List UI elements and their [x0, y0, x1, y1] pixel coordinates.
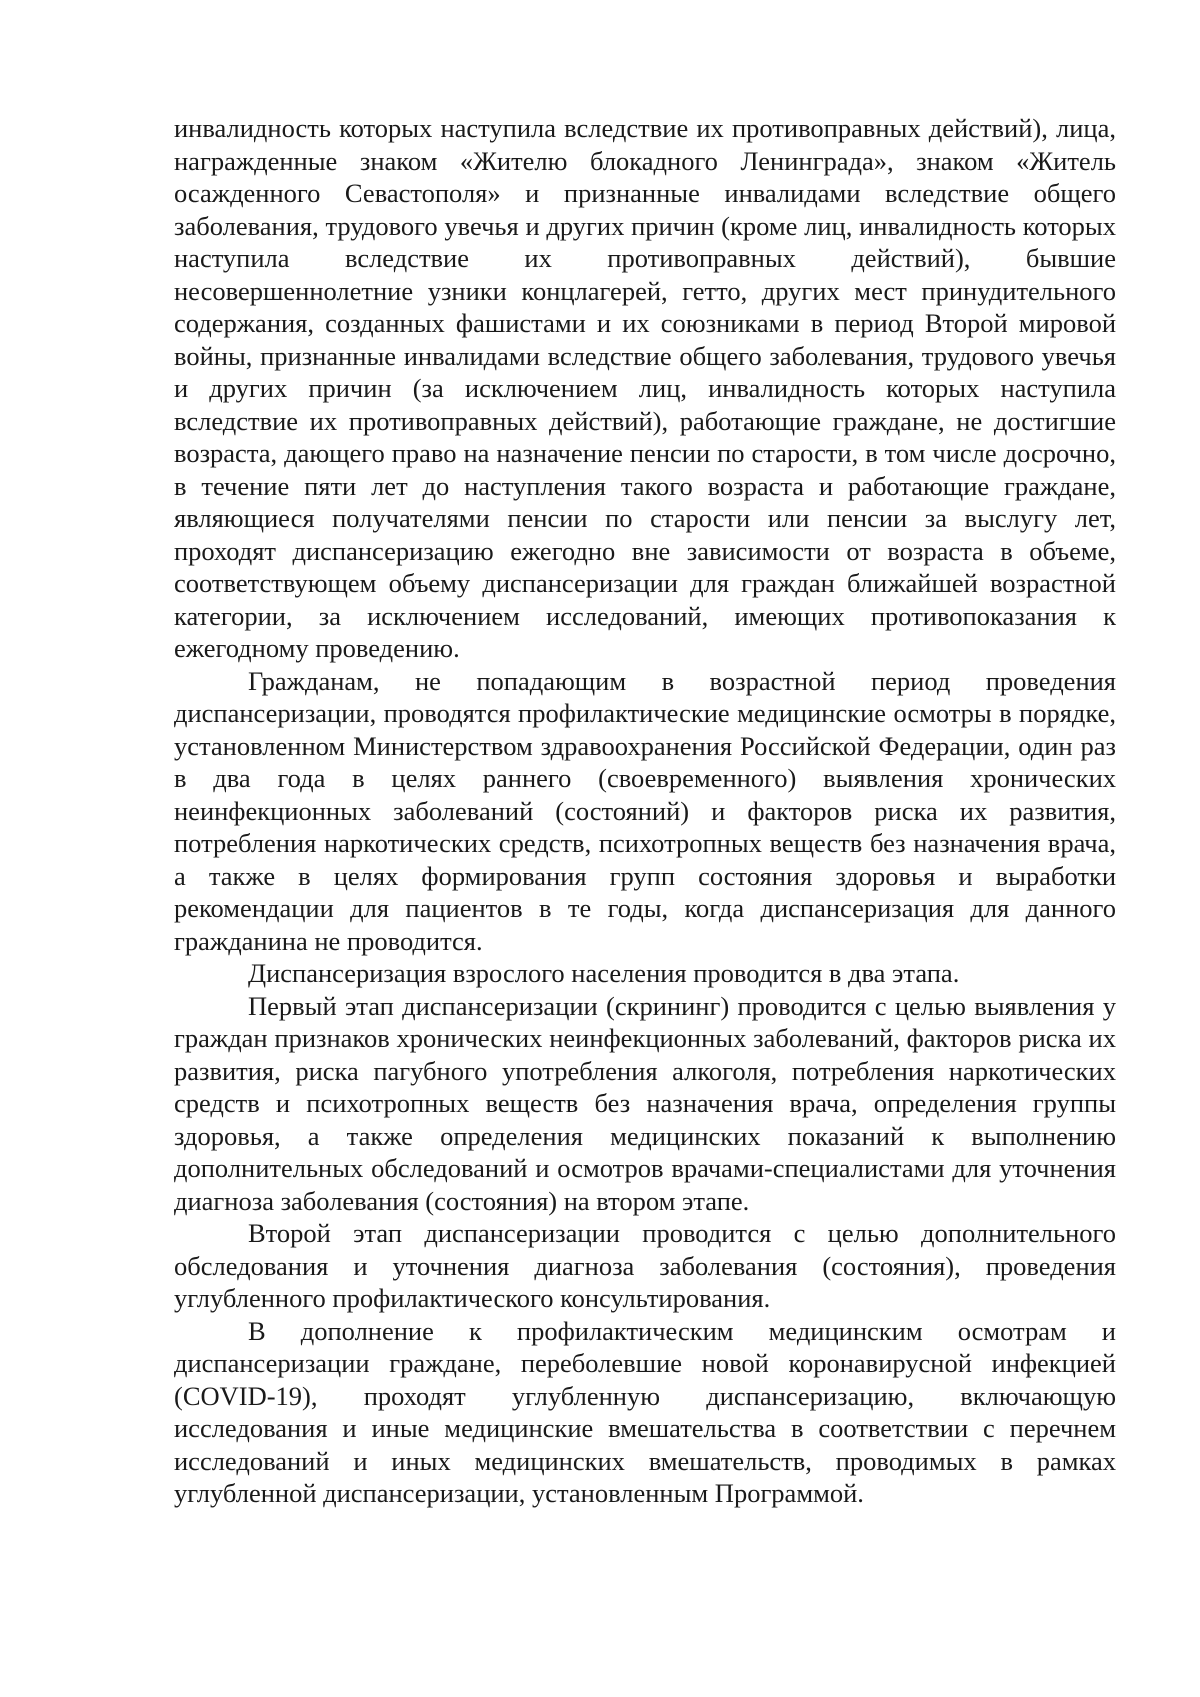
paragraph-covid-dispensary: В дополнение к профилактическим медицинским осмотрам и диспансеризации граждане, переболевшие новой коронавирусной инфекцией (COVID-19), проходят углубленную диспансеризацию, включающую исследования и иные медицинские вмешательства в соответствии с перечнем исследований и иных медицинских вмешательств, проводимых в рамках углубленной диспансеризации, установленным Программой.: [174, 1315, 1116, 1508]
paragraph-preventive-exams: Гражданам, не попадающим в возрастной период проведения диспансеризации, проводятся профилактические медицинские осмотры в порядке, установленном Министерством здравоохранения Российской Федерации, один раз в два года в целях раннего (своевременного) выявления хронических неинфекционных заболеваний (состояний) и факторов риска их развития, потребления наркотических средств, психотропных веществ без назначения врача, а также в целях формирования групп состояния здоровья и выработки рекомендации для пациентов в те годы, когда диспансеризация для данного гражданина не проводится.: [174, 665, 1116, 956]
paragraph-second-stage: Второй этап диспансеризации проводится с целью дополнительного обследования и уточнения диагноза заболевания (состояния), проведения углубленного профилактического консультирования.: [174, 1218, 1116, 1313]
paragraph-first-stage: Первый этап диспансеризации (скрининг) проводится с целью выявления у граждан признаков хронических неинфекционных заболеваний, факторов риска их развития, риска пагубного употребления алкоголя, потребления наркотических средств и психотропных веществ без назначения врача, определения группы здоровья, а также определения медицинских показаний к выполнению дополнительных обследований и осмотров врачами-специалистами для уточнения диагноза заболевания (состояния) на втором этапе.: [174, 990, 1116, 1216]
paragraph-two-stages: Диспансеризация взрослого населения проводится в два этапа.: [248, 958, 960, 988]
document-body: [174, 112, 1116, 1510]
paragraph-continuation: инвалидность которых наступила вследствие их противоправных действий), лица, награжденные знаком «Жителю блокадного Ленинграда», знаком «Житель осажденного Севастополя» и признанные инвалидами вследствие общего заболевания, трудового увечья и других причин (кроме лиц, инвалидность которых наступила вследствие их противоправных действий), бывшие несовершеннолетние узники концлагерей, гетто, других мест принудительного содержания, созданных фашистами и их союзниками в период Второй мировой войны, признанные инвалидами вследствие общего заболевания, трудового увечья и других причин (за исключением лиц, инвалидность которых наступила вследствие их противоправных действий), работающие граждане, не достигшие возраста, дающего право на назначение пенсии по старости, в том числе досрочно, в течение пяти лет до наступления такого возраста и работающие граждане, являющиеся получателями пенсии по старости или пенсии за выслугу лет, проходят диспансеризацию ежегодно вне зависимости от возраста в объеме, соответствующем объему диспансеризации для граждан ближайшей возрастной категории, за исключением исследований, имеющих противопоказания к ежегодному проведению.: [174, 113, 1116, 663]
